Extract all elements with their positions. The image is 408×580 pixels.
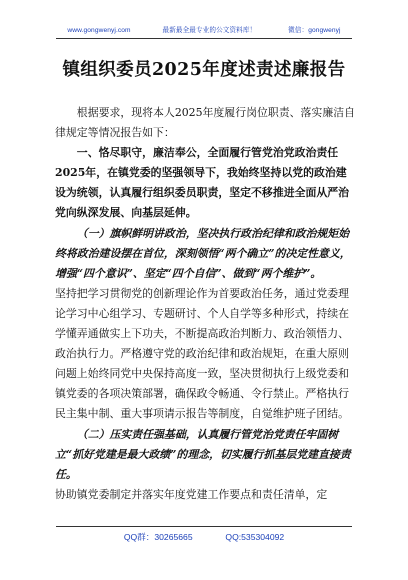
footer-divider	[56, 526, 352, 527]
point-1-heading: （一）旗帜鲜明讲政治，坚决执行政治纪律和政治规矩始终将政治建设摆在首位，深刻领悟“两个确立”的决定性意义，增强“四个意识”、坚定“四个自信”、做到“两个维护”。	[55, 226, 351, 280]
site-footer	[0, 531, 408, 543]
point-1-body: 坚持把学习贯彻党的创新理论作为首要政治任务，通过党委理论学习中心组学习、专题研讨、个人自学等多种形式，持续在学懂弄通做实上下功夫，不断提高政治判断力、政治领悟力、政治执行力。严格遵守党的政治纪律和政治规矩，在重大原则问题上始终同党中央保持高度一致，坚决贯彻执行上级党委和镇党委的各项决策部署，确保政令畅通、令行禁止。严格执行民主集中制、重大事项请示报告等制度，自觉维护班子团结。	[55, 286, 350, 421]
document-body	[55, 103, 355, 505]
header-divider	[56, 38, 352, 39]
site-header	[0, 24, 408, 34]
intro-paragraph: 根据要求，现将本人2025年度履行岗位职责、落实廉洁自律规定等情况报告如下：	[55, 106, 355, 140]
point-2-body: 协助镇党委制定并落实年度党建工作要点和责任清单，定	[55, 487, 328, 501]
point-2-heading: （二）压实责任强基础，认真履行管党治党责任牢固树立“抓好党建是最大政绩”的理念，切实履行抓基层党建直接责任。	[55, 427, 351, 481]
qq-contact: QQ:535304092	[225, 532, 285, 542]
document-title: 镇组织委员2025年度述责述廉报告	[62, 60, 346, 80]
qq-group: QQ群：30265665	[123, 532, 193, 542]
site-slogan: 最新最全最专业的公文资料库！	[162, 27, 257, 34]
wechat-id: 微信：gongwenyj	[288, 27, 341, 34]
section-1-heading: 一、恪尽职守，廉洁奉公，全面履行管党治党政治责任 2025年，在镇党委的坚强领导下，我始终坚持以党的政治建设为统领，认真履行组织委员职责，坚定不移推进全面从严治党向纵深发展、向基层延伸。	[55, 146, 350, 220]
site-url[interactable]: www.gongwenyj.com	[67, 27, 131, 34]
